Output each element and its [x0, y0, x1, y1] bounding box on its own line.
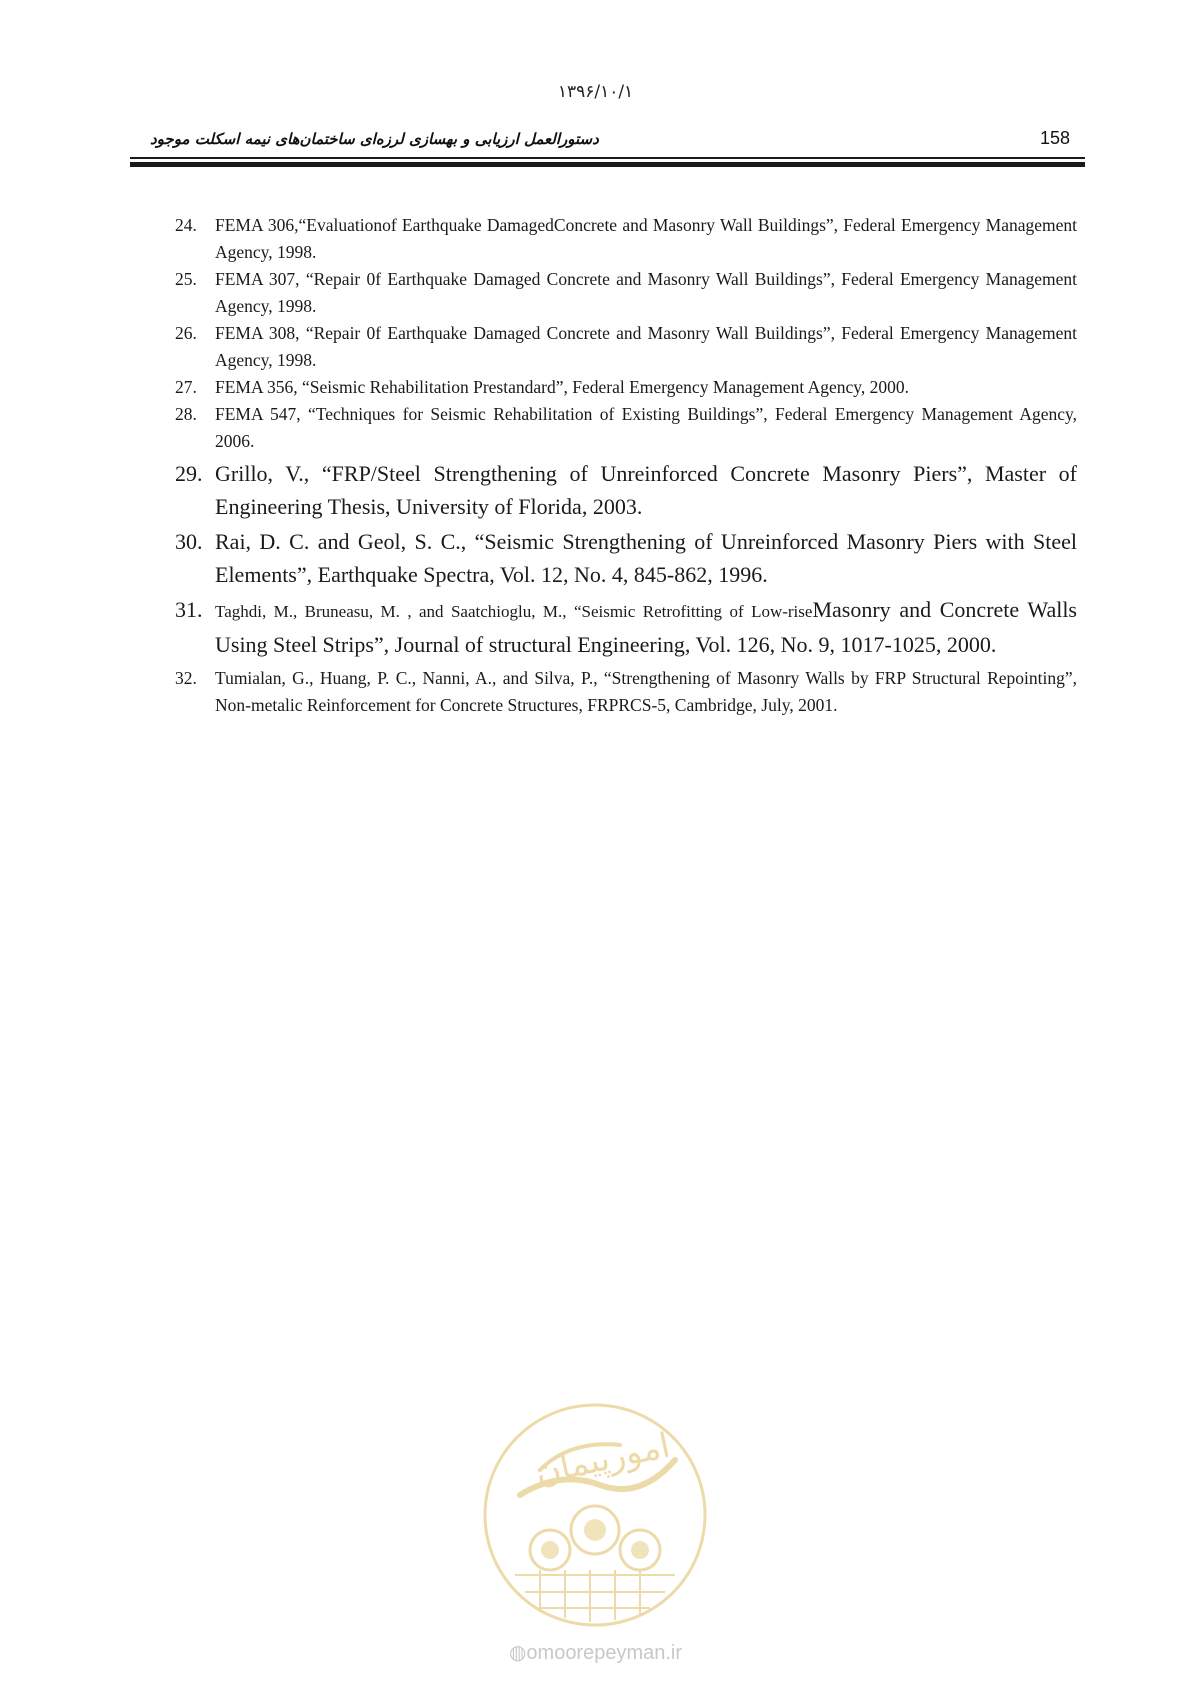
reference-item-30 — [175, 525, 1077, 591]
running-header-title: دستورالعمل ارزیابی و بهسازی لرزه‌ای ساختمان‌های نیمه اسکلت موجود — [150, 130, 599, 148]
reference-number: 32. — [175, 668, 197, 688]
reference-number: 30. — [175, 529, 203, 554]
watermark-logo-text: امورپیمان — [531, 1425, 674, 1493]
reference-number: 28. — [175, 404, 197, 424]
header-rule-thick — [130, 162, 1085, 167]
reference-text-large-part: Masonry and Concrete Walls Using Steel Strips”, Journal of structural Engineering, Vol. 126, No. 9, 1017-1025, 2000. — [215, 597, 1077, 657]
reference-number: 27. — [175, 377, 197, 397]
reference-number: 31. — [175, 597, 203, 622]
reference-item-27 — [175, 374, 1077, 401]
watermark-logo-icon — [480, 1400, 710, 1630]
watermark-site-text — [0, 1640, 1191, 1665]
reference-text: FEMA 547, “Techniques for Seismic Rehabilitation of Existing Buildings”, Federal Emergency Management Agency, 2006. — [215, 404, 1077, 451]
page-number: 158 — [1040, 128, 1071, 148]
reference-text: FEMA 306,“Evaluationof Earthquake DamagedConcrete and Masonry Wall Buildings”, Federal Emergency Management Agency, 1998. — [215, 215, 1077, 262]
reference-item-31 — [175, 593, 1077, 661]
reference-number: 25. — [175, 269, 197, 289]
reference-item-28 — [175, 401, 1077, 455]
reference-item-32 — [175, 665, 1077, 719]
reference-text: Rai, D. C. and Geol, S. C., “Seismic Strengthening of Unreinforced Masonry Piers with Steel Elements”, Earthquake Spectra, Vol. 12, No. 4, 845-862, 1996. — [215, 529, 1077, 587]
reference-list — [175, 212, 1077, 719]
document-date: ۱۳۹۶/۱۰/۱ — [557, 82, 634, 102]
reference-item-29 — [175, 457, 1077, 523]
reference-text-small-part: Taghdi, M., Bruneasu, M. , and Saatchioglu, M., “Seismic Retrofitting of Low-rise — [215, 602, 813, 621]
reference-item-24 — [175, 212, 1077, 266]
reference-text: FEMA 356, “Seismic Rehabilitation Prestandard”, Federal Emergency Management Agency, 2000. — [215, 377, 910, 397]
reference-number: 26. — [175, 323, 197, 343]
reference-text: Tumialan, G., Huang, P. C., Nanni, A., and Silva, P., “Strengthening of Masonry Walls by FRP Structural Repointing”, Non-metalic Reinforcement for Concrete Structures, FRPRCS-5, Cambridge, July, 2001. — [215, 668, 1077, 715]
watermark-site-label: omoorepeyman.ir — [526, 1642, 683, 1664]
reference-item-25 — [175, 266, 1077, 320]
reference-text — [215, 593, 1077, 661]
header-rule-thin — [130, 157, 1085, 159]
reference-number: 29. — [175, 461, 203, 486]
reference-number: 24. — [175, 215, 197, 235]
globe-icon: ◍ — [508, 1642, 527, 1664]
reference-text: FEMA 307, “Repair 0f Earthquake Damaged Concrete and Masonry Wall Buildings”, Federal Emergency Management Agency, 1998. — [215, 269, 1077, 316]
reference-text: FEMA 308, “Repair 0f Earthquake Damaged Concrete and Masonry Wall Buildings”, Federal Emergency Management Agency, 1998. — [215, 323, 1077, 370]
reference-text: Grillo, V., “FRP/Steel Strengthening of Unreinforced Concrete Masonry Piers”, Master of Engineering Thesis, University of Florida, 2003. — [215, 461, 1077, 519]
reference-item-26 — [175, 320, 1077, 374]
